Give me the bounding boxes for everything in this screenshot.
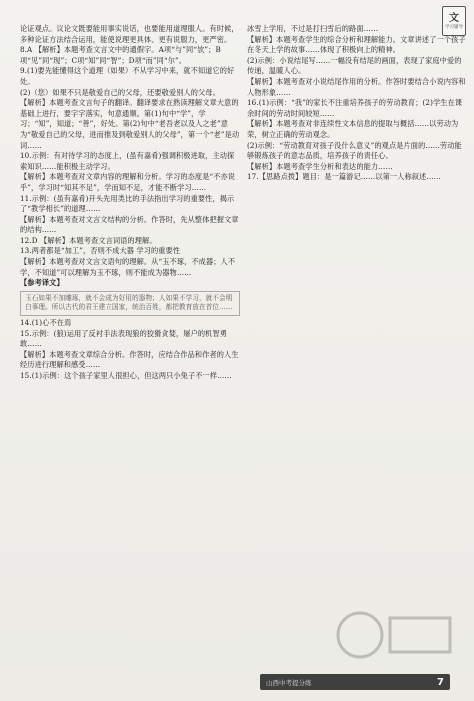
paragraph: 14.(1)心不在焉 [20,318,72,328]
paragraph: 【解析】本题考查学生分析和表达的能力…… [247,161,393,171]
footer-brand: 山西中考提分练 [266,678,312,687]
page-number: 7 [437,676,444,688]
paragraph: 8.A 【解析】本题考查文言文中的通假字。A项“与”同“欤”；B项“见”同“现”；C项“知”同“智”；D项“而”同“尔”。 [20,45,221,65]
paragraph: 论证观点。议论文既要能用事实说话，也要能用道理服人。有时候，多种论证方法结合运用，能使说理更具体、更有说服力，更严密。 [20,24,239,44]
paragraph: (2)（您）如果不只是敬爱自己的父母，还要敬爱别人的父母。 [20,87,220,97]
paragraph: 【解析】本题考查文言句子的翻译。翻译要求在熟读理解文章大意的基础上进行，要字字落实，句意通顺。第(1)句中“学”，学习；“知”，知道；“善”，好处。第(2)句中“老吾老以及人之老”意为“敬爱自己的父母，进而推及到敬爱别人的父母”，第一个“老”是动词…… [20,98,240,150]
watermark-icon [330,600,460,670]
paragraph: 【解析】本题考查对非连续性文本信息的提取与概括……以劳动为荣，树立正确的劳动观念。 [247,119,459,139]
paragraph: 11.示例：(虽有嘉肴)开头先用类比的手法指出学习的重要性，揭示了“教学相长”的道理…… [20,193,235,214]
paragraph: 15.示例：(狼)运用了反衬手法表现狼的狡猾贪婪，屠户的机智勇敢…… [20,328,228,349]
paragraph: 【解析】本题考查对文言文语句的理解。从“玉不琢，不成器；人不学，不知道”可以理解为玉不琢，则不能成为器物…… [20,257,236,277]
paragraph: 【解析】本题考查对小说结尾作用的分析。作答时要结合小说内容和人物形象…… [247,76,466,97]
paragraph: (2)示例：“劳动教育对孩子没什么意义”的观点是片面的……劳动能够锻炼孩子的意志品质，培养孩子的责任心。 [247,140,462,161]
paragraph: 17.【思路点拨】题目：是一篇游记……以第一人称叙述…… [247,172,441,182]
paragraph: 【解析】本题考查对文章内容的理解和分析。学习的态度是“不亦说乎”，学习时“知其不足”，学而知不足，才能不断学习…… [20,172,236,192]
logo-glyph: 文 [449,12,459,24]
paragraph: 15.(1)示例：这个孩子家里人很担心，但这两只小兔子不一样…… [20,371,232,380]
logo-caption: 学习辅导 [445,24,463,30]
paragraph: 13.两者都是“加工”，否则不成大器 学习的重要性 [20,246,181,256]
left-column [20,24,240,382]
paragraph: (2)示例：小说结尾写……一幅没有结尾的画面，表现了家庭中爱的传递，温暖人心。 [247,55,462,76]
paragraph: 16.(1)示例：“我”的家长不注重培养孩子的劳动教育；(2)学生在课余时间的劳动时间较短…… [247,98,463,118]
translation-box [20,291,240,316]
translation-text: 玉石如果不加雕琢，就不会成为好用的器物；人如果不学习，就不会明白事理。所以古代的君王建立国家，统治百姓，都把教育放在首位…… [25,293,233,312]
paragraph: 10.示例：有对待学习的态度上，(虽有嘉肴)强调积极进取，主动探索知识……能积极主动学习。 [20,151,235,171]
section-heading: 【参考译文】 [20,278,64,288]
paragraph: 冰雪上学用，不过是打扫雪后的路面…… [247,24,379,33]
paragraph: 【解析】本题考查学生的综合分析和理解能力。文章讲述了一个孩子在冬天上学的故事……体现了积极向上的精神。 [247,34,466,55]
paragraph: 12.D 【解析】本题考查文言词语的理解。 [20,235,157,245]
paragraph: 【解析】本题考查文章综合分析。作答时，应结合作品和作者的人生经历进行理解和感受…… [20,349,239,370]
paragraph: 【解析】本题考查对文言文结构的分析。作答时，先从整体把握文章的结构…… [20,214,239,235]
right-column [247,24,467,183]
footer-bar [260,674,450,690]
paragraph: 9.(1)要先能懂得这个道理（如果）不从学习中来，就不知道它的好处。 [20,66,235,86]
